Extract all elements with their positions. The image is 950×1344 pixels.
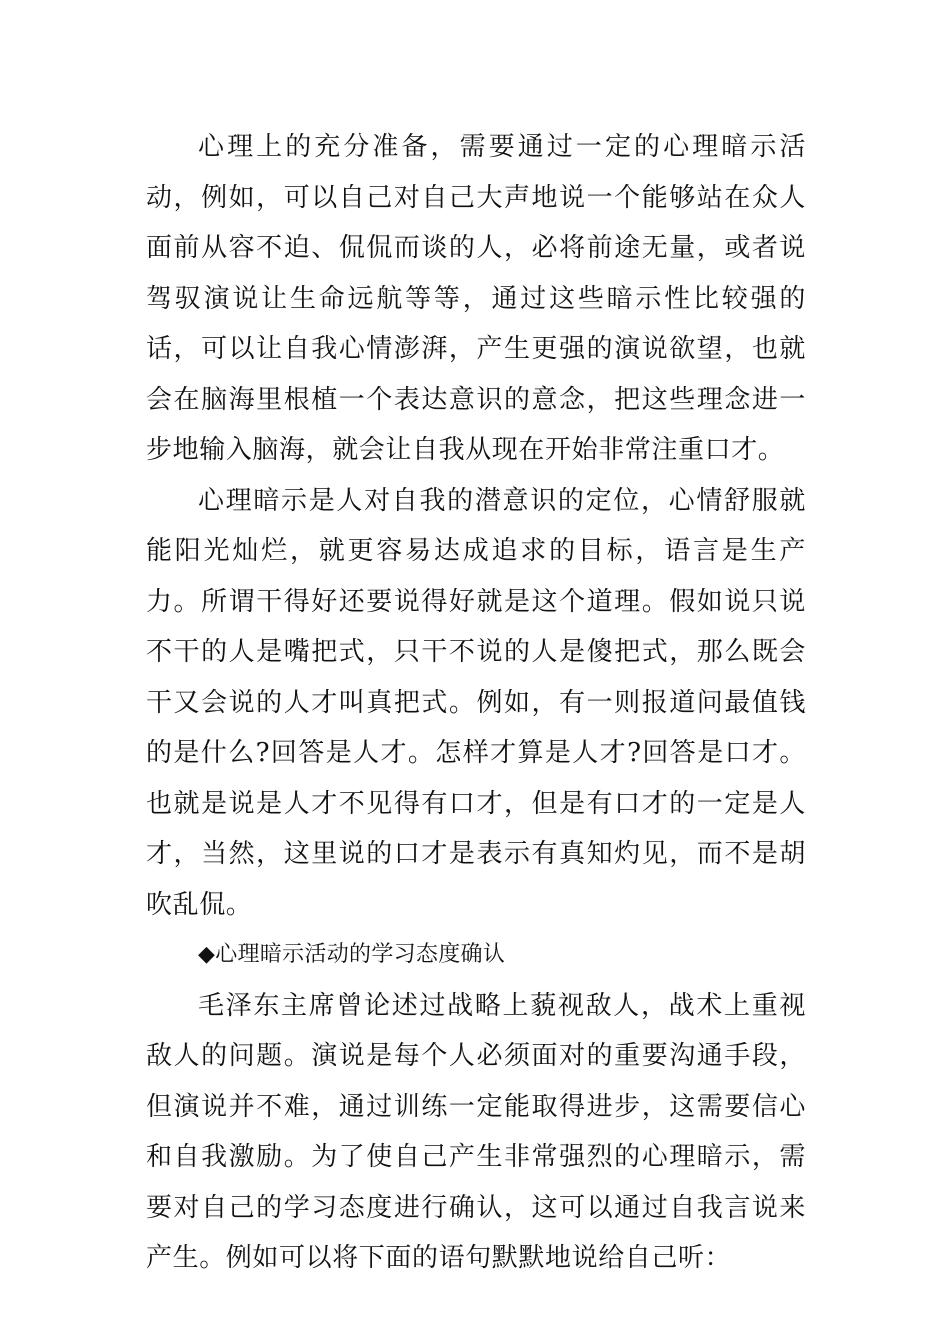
section-heading xyxy=(146,930,806,981)
document-body xyxy=(146,122,806,1284)
paragraph-3: 毛泽东主席曾论述过战略上藐视敌人，战术上重视敌人的问题。演说是每个人必须面对的重要沟通手段，但演说并不难，通过训练一定能取得进步，这需要信心和自我激励。为了使自己产生非常强烈的心理暗示，需要对自己的学习态度进行确认，这可以通过自我言说来产生。例如可以将下面的语句默默地说给自己听： xyxy=(146,990,806,1273)
section-heading-text: 心理暗示活动的学习态度确认 xyxy=(215,942,506,967)
paragraph-2: 心理暗示是人对自我的潜意识的定位，心情舒服就能阳光灿烂，就更容易达成追求的目标，语言是生产力。所谓干得好还要说得好就是这个道理。假如说只说不干的人是嘴把式，只干不说的人是傻把式，那么既会干又会说的人才叫真把式。例如，有一则报道问最值钱的是什么?回答是人才。怎样才算是人才?回答是口才。也就是说是人才不见得有口才，但是有口才的一定是人才，当然，这里说的口才是表示有真知灼见，而不是胡吹乱侃。 xyxy=(146,485,806,920)
paragraph-1: 心理上的充分准备，需要通过一定的心理暗示活动，例如，可以自己对自己大声地说一个能够站在众人面前从容不迫、侃侃而谈的人，必将前途无量，或者说驾驭演说让生命远航等等，通过这些暗示性比较强的话，可以让自我心情澎湃，产生更强的演说欲望，也就会在脑海里根植一个表达意识的意念，把这些理念进一步地输入脑海，就会让自我从现在开始非常注重口才。 xyxy=(146,132,806,465)
diamond-bullet-icon: ◆ xyxy=(198,942,216,967)
